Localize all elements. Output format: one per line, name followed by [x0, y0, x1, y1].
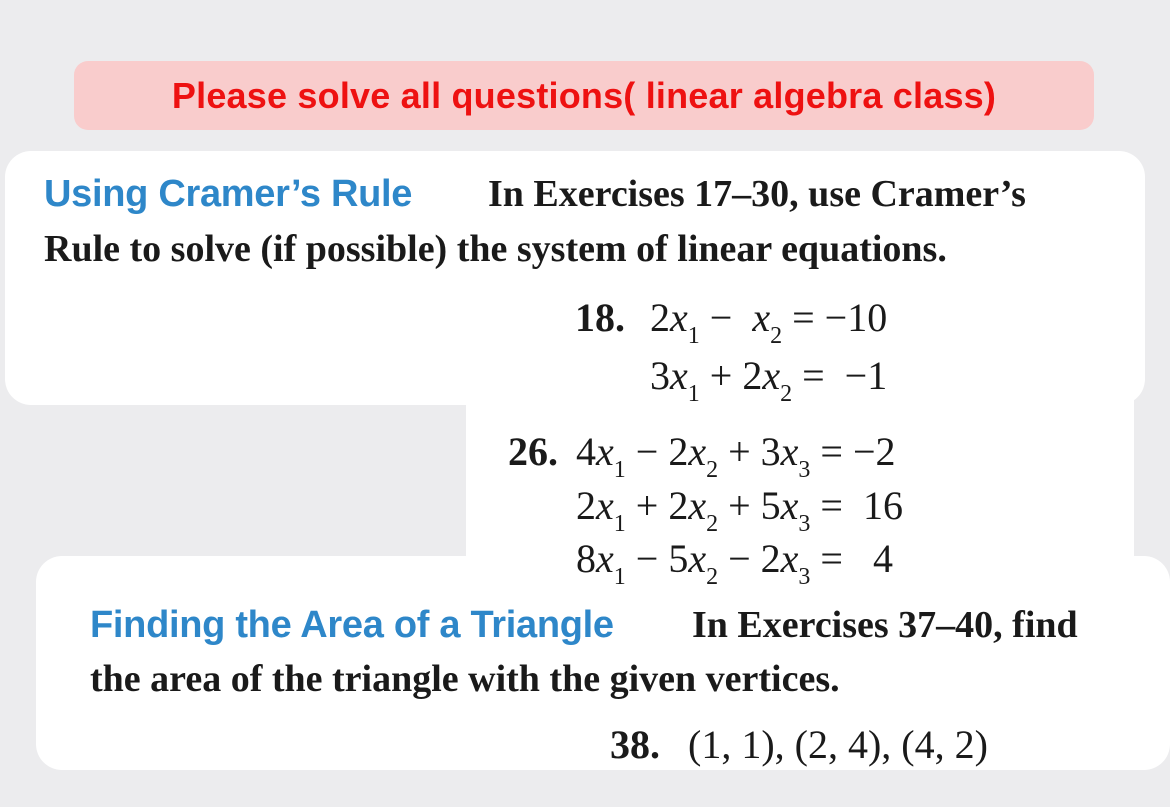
- ex26-eq2: $2x_1 + 2x_2 + 5x_3 = 16$: [576, 483, 903, 537]
- section1-instruction-1: In Exercises 17–30, use Cramer’s: [488, 173, 1026, 215]
- section2-instruction-1: In Exercises 37–40, find: [692, 604, 1078, 646]
- ex26-number: 26.: [508, 429, 558, 474]
- ex38-number: 38.: [610, 722, 660, 767]
- section1-instruction-2: Rule to solve (if possible) the system of linear equations.: [44, 228, 947, 270]
- banner: [74, 61, 1094, 130]
- ex18-number: 18.: [575, 295, 625, 340]
- section1-title: Using Cramer’s Rule: [44, 173, 413, 215]
- ex26-eq3: $8x_1 - 5x_2 - 2x_3 = 4$: [576, 536, 893, 590]
- ex18-eq2: $3x_1 + 2x_2 = -1$: [650, 353, 888, 407]
- section2-title: Finding the Area of a Triangle: [90, 604, 614, 646]
- banner-text: Please solve all questions( linear algebra class): [171, 74, 997, 116]
- ex18-eq1: $2x_1 - x_2 = -10$: [650, 295, 888, 349]
- ex26-eq1: $4x_1 - 2x_2 + 3x_3 = -2$: [576, 429, 896, 483]
- ex38-vertices: (1, 1), (2, 4), (4, 2): [688, 722, 988, 767]
- section2-instruction-2: the area of the triangle with the given vertices.: [90, 658, 840, 700]
